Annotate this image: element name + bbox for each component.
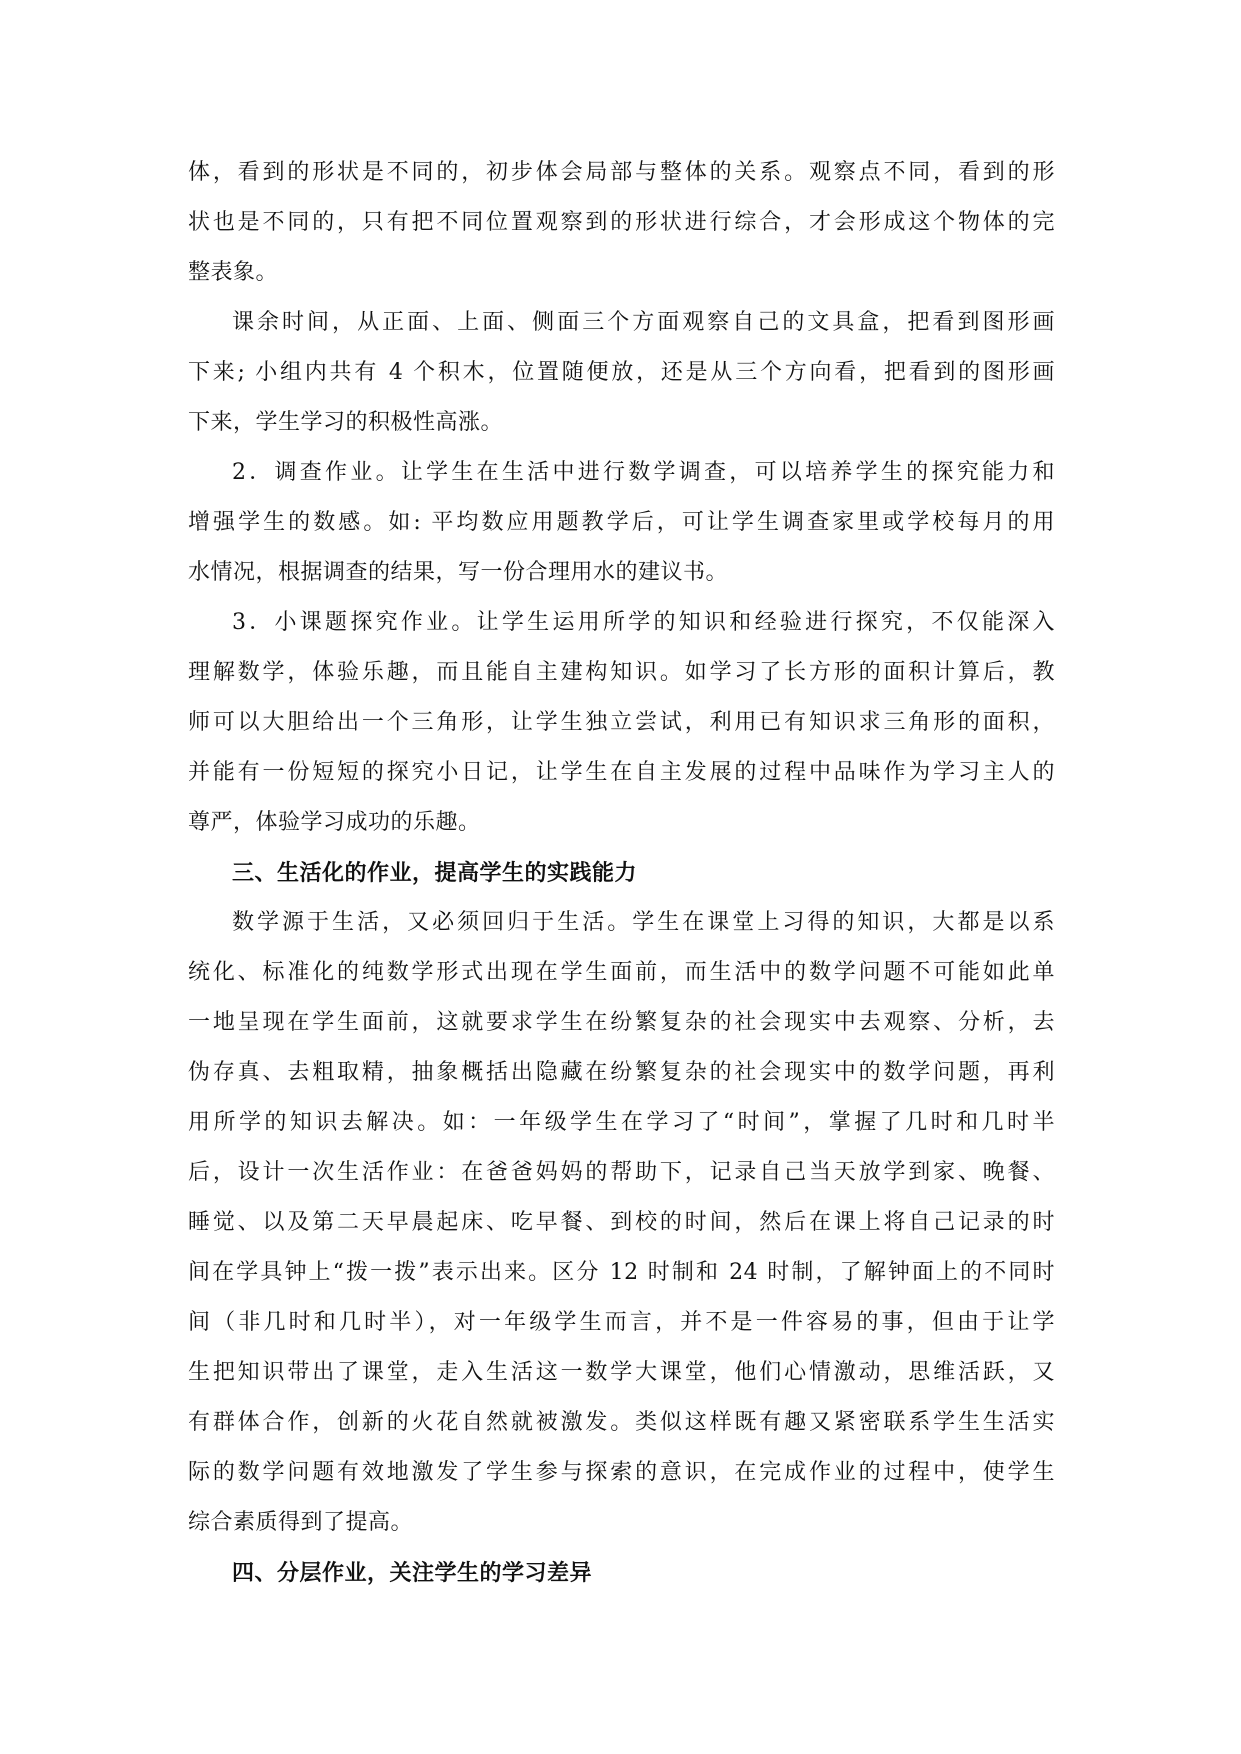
section-heading: 四、分层作业，关注学生的学习差异 <box>232 1560 593 1586</box>
paragraph-line: 尊严，体验学习成功的乐趣。 <box>188 810 481 835</box>
paragraph-line: 有群体合作，创新的火花自然就被激发。类似这样既有趣又紧密联系学生生活实 <box>188 1410 1055 1435</box>
paragraph-line: 生把知识带出了课堂，走入生活这一数学大课堂，他们心情激动，思维活跃，又 <box>188 1360 1055 1385</box>
paragraph-line: 后，设计一次生活作业：在爸爸妈妈的帮助下，记录自己当天放学到家、晚餐、 <box>188 1160 1055 1185</box>
paragraph-line: 3．小课题探究作业。让学生运用所学的知识和经验进行探究，不仅能深入 <box>232 610 1055 635</box>
paragraph-line: 数学源于生活，又必须回归于生活。学生在课堂上习得的知识，大都是以系 <box>232 910 1055 935</box>
paragraph-line: 状也是不同的，只有把不同位置观察到的形状进行综合，才会形成这个物体的完 <box>188 210 1055 235</box>
paragraph-line: 间在学具钟上“拨一拨”表示出来。区分 12 时制和 24 时制，了解钟面上的不同时 <box>188 1260 1055 1285</box>
paragraph-line: 间（非几时和几时半），对一年级学生而言，并不是一件容易的事，但由于让学 <box>188 1310 1055 1335</box>
paragraph-line: 下来，学生学习的积极性高涨。 <box>188 410 504 435</box>
paragraph-line: 际的数学问题有效地激发了学生参与探索的意识，在完成作业的过程中，使学生 <box>188 1460 1055 1485</box>
section-heading: 三、生活化的作业，提高学生的实践能力 <box>232 860 638 886</box>
paragraph-line: 综合素质得到了提高。 <box>188 1510 414 1535</box>
paragraph-line: 用所学的知识去解决。如：一年级学生在学习了“时间”，掌握了几时和几时半 <box>188 1110 1055 1135</box>
paragraph-line: 2．调查作业。让学生在生活中进行数学调查，可以培养学生的探究能力和 <box>232 460 1055 485</box>
document-page <box>188 148 1055 1598</box>
paragraph-line: 体，看到的形状是不同的，初步体会局部与整体的关系。观察点不同，看到的形 <box>188 160 1055 185</box>
paragraph-line: 一地呈现在学生面前，这就要求学生在纷繁复杂的社会现实中去观察、分析，去 <box>188 1010 1055 1035</box>
paragraph-line: 伪存真、去粗取精，抽象概括出隐藏在纷繁复杂的社会现实中的数学问题，再利 <box>188 1060 1055 1085</box>
paragraph-line: 整表象。 <box>188 260 279 285</box>
paragraph-line: 睡觉、以及第二天早晨起床、吃早餐、到校的时间，然后在课上将自己记录的时 <box>188 1210 1055 1235</box>
paragraph-line: 水情况，根据调查的结果，写一份合理用水的建议书。 <box>188 560 729 585</box>
paragraph-line: 课余时间，从正面、上面、侧面三个方面观察自己的文具盒，把看到图形画 <box>232 310 1055 335</box>
paragraph-line: 师可以大胆给出一个三角形，让学生独立尝试，利用已有知识求三角形的面积， <box>188 710 1055 735</box>
paragraph-line: 理解数学，体验乐趣，而且能自主建构知识。如学习了长方形的面积计算后，教 <box>188 660 1055 685</box>
paragraph-line: 增强学生的数感。如: 平均数应用题教学后，可让学生调查家里或学校每月的用 <box>188 510 1055 535</box>
paragraph-line: 统化、标准化的纯数学形式出现在学生面前，而生活中的数学问题不可能如此单 <box>188 960 1055 985</box>
paragraph-line: 下来; 小组内共有 4 个积木，位置随便放，还是从三个方向看，把看到的图形画 <box>188 360 1055 385</box>
paragraph-line: 并能有一份短短的探究小日记，让学生在自主发展的过程中品味作为学习主人的 <box>188 760 1055 785</box>
